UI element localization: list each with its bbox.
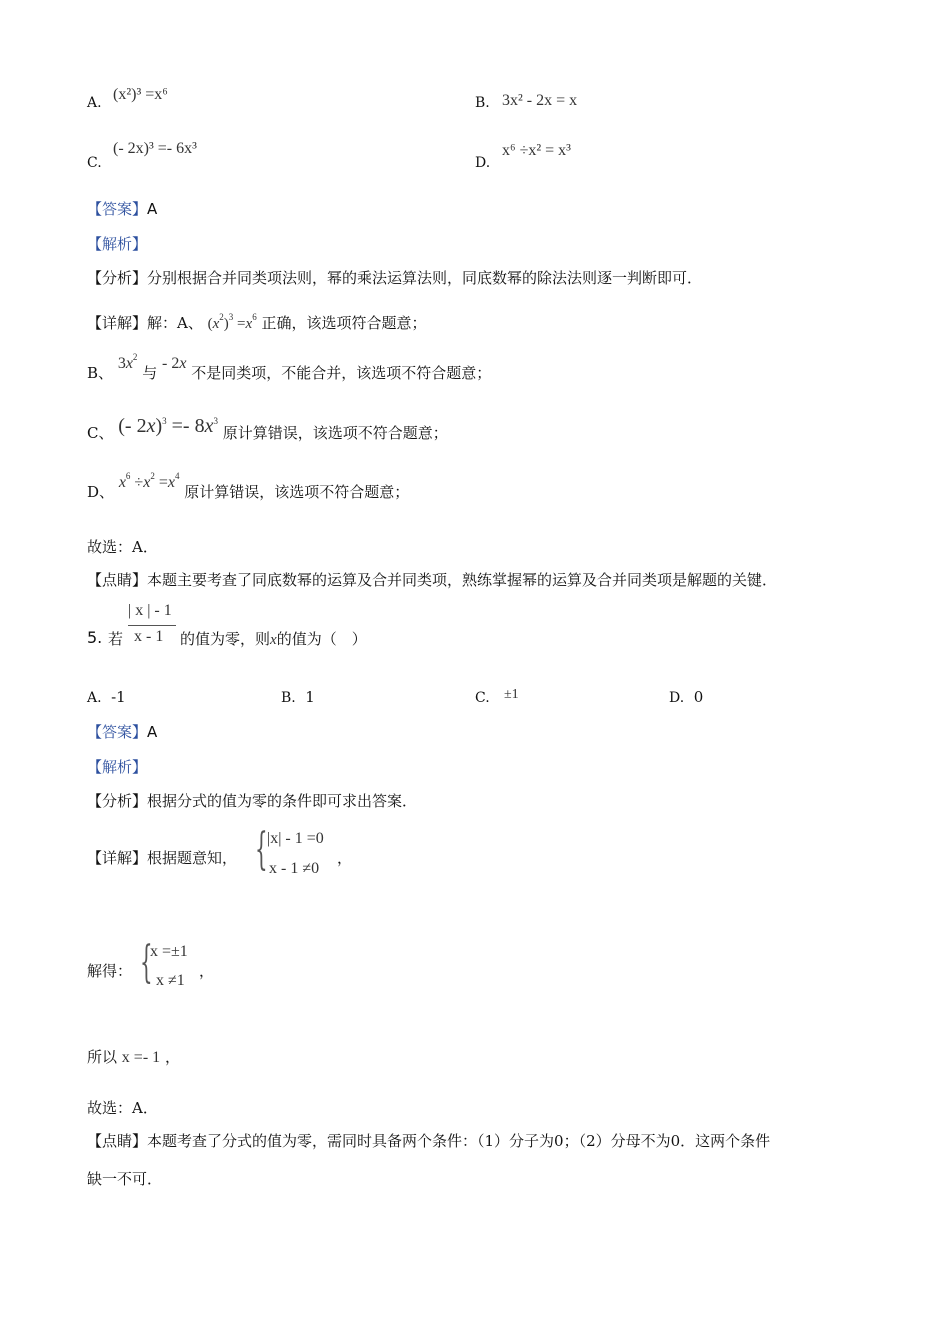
q5-so-prefix: 所以 <box>87 1048 118 1066</box>
q5-option-c-value: ±1 <box>503 687 519 702</box>
q5-choice: 故选：A． <box>87 1099 158 1117</box>
q5-so-comma: ， <box>164 1048 180 1066</box>
q4-option-a-label: A. <box>87 95 102 111</box>
q5-option-b <box>281 688 315 706</box>
q4-option-d-expr: x⁶ ÷x² = x³ <box>502 142 571 159</box>
q5-option-d-value: 0 <box>693 688 704 706</box>
q4-b-mid: 与 <box>142 364 158 382</box>
q5-prefix: 若 <box>108 630 124 648</box>
q5-option-a <box>87 688 126 706</box>
q4-answer-tag: 【答案】 <box>87 200 148 218</box>
q5-system1-line1: |x| - 1 =0 <box>267 830 324 847</box>
q4-d-prefix: D、 <box>87 483 115 501</box>
q4-option-b-expr: 3x² - 2x = x <box>502 92 578 109</box>
q5-system1-comma: ， <box>337 849 353 867</box>
q4-detail-b <box>87 352 492 383</box>
q5-option-b-value: 1 <box>305 688 315 706</box>
q4-c-prefix: C、 <box>87 424 114 442</box>
q5-analysis-text: 【分析】根据分式的值为零的条件即可求出答案． <box>87 792 418 810</box>
q5-stem-suffix-1: 的值为零，则 <box>180 630 271 648</box>
q5-option-a-value: -1 <box>111 688 126 706</box>
q4-analysis-text: 【分析】分别根据合并同类项法则，幂的乘法运算法则，同底数幂的除法法则逐一判断即可． <box>87 269 703 287</box>
q5-fraction-numerator: | x | - 1 <box>128 602 172 619</box>
q4-option-d-label: D. <box>475 155 491 171</box>
q5-answer-value: A <box>147 723 158 741</box>
q4-option-c-expr: (- 2x)³ =- 6x³ <box>113 140 197 157</box>
q5-system2-line1: x =±1 <box>150 943 188 960</box>
q4-analysis-tag: 【解析】 <box>87 235 148 253</box>
q5-system1-line2: x - 1 ≠0 <box>269 860 320 877</box>
q5-analysis-tag: 【解析】 <box>87 758 148 776</box>
q4-b-expr2: - 2x <box>162 355 187 372</box>
q5-system1-brace: { <box>255 824 268 875</box>
q5-comment-line1: 【点睛】本题考查了分式的值为零，需同时具备两个条件：（1）分子为0；（2）分母不为0．这两个条件 <box>87 1132 771 1150</box>
q4-detail-a-expr: $(x^2)^3 =x^6$ <box>207 312 257 332</box>
q5-so <box>87 1046 180 1067</box>
q5-detail-prefix: 【详解】根据题意知， <box>87 849 238 867</box>
q4-detail-prefix: 【详解】解：A、 <box>87 314 203 332</box>
q4-d-suffix: 原计算错误，该选项不符合题意； <box>184 483 410 501</box>
q5-fraction-denominator: x - 1 <box>134 628 164 645</box>
q4-answer <box>87 198 157 219</box>
q5-stem-suffix-2: 的值为（ ） <box>276 630 367 648</box>
q4-option-b-label: B. <box>475 95 490 111</box>
q5-so-expr: x =- 1 <box>121 1049 161 1066</box>
q5-system2-comma: ， <box>199 962 215 980</box>
q4-d-expr: $x^6 \div x^2 =x^4$ <box>118 471 180 491</box>
q5-option-c-label: C. <box>475 690 490 706</box>
q4-detail-c <box>87 415 448 444</box>
q4-b-suffix: 不是同类项，不能合并，该选项不符合题意； <box>191 364 492 382</box>
q4-option-a-expr: (x²)³ =x⁶ <box>113 86 168 103</box>
q4-choice: 故选：A． <box>87 538 158 556</box>
q4-detail-a <box>87 312 426 333</box>
q4-b-prefix: B、 <box>87 364 114 382</box>
q4-c-expr: (- $2x)^3 =- 8x^3$ <box>118 415 218 437</box>
q5-stem-var: x <box>270 632 277 648</box>
q5-system2-brace: { <box>140 937 153 988</box>
q5-stem <box>180 628 367 649</box>
q4-detail-d <box>87 471 410 502</box>
q5-option-d-label: D. <box>669 690 685 706</box>
q5-answer-tag: 【答案】 <box>87 723 148 741</box>
q4-option-c-label: C. <box>87 155 102 171</box>
q5-number: 5. <box>87 628 103 647</box>
q4-comment: 【点睛】本题主要考查了同底数幂的运算及合并同类项，熟练掌握幂的运算及合并同类项是解题的关键． <box>87 571 778 589</box>
q5-answer <box>87 721 157 742</box>
q5-option-d <box>669 688 703 706</box>
q4-b-expr1: $3x^2$ <box>117 352 138 372</box>
q5-fraction-bar <box>128 625 176 626</box>
q5-option-c <box>475 688 519 707</box>
q5-system2-line2: x ≠1 <box>156 972 185 989</box>
q5-option-b-label: B. <box>281 690 296 706</box>
q4-c-suffix: 原计算错误，该选项不符合题意； <box>222 424 448 442</box>
q4-answer-value: A <box>147 200 158 218</box>
q5-comment-line2: 缺一不可． <box>87 1170 163 1188</box>
q5-option-a-label: A. <box>87 690 102 706</box>
q5-solve-prefix: 解得： <box>87 962 133 980</box>
q4-detail-suffix: 正确，该选项符合题意； <box>261 314 427 332</box>
